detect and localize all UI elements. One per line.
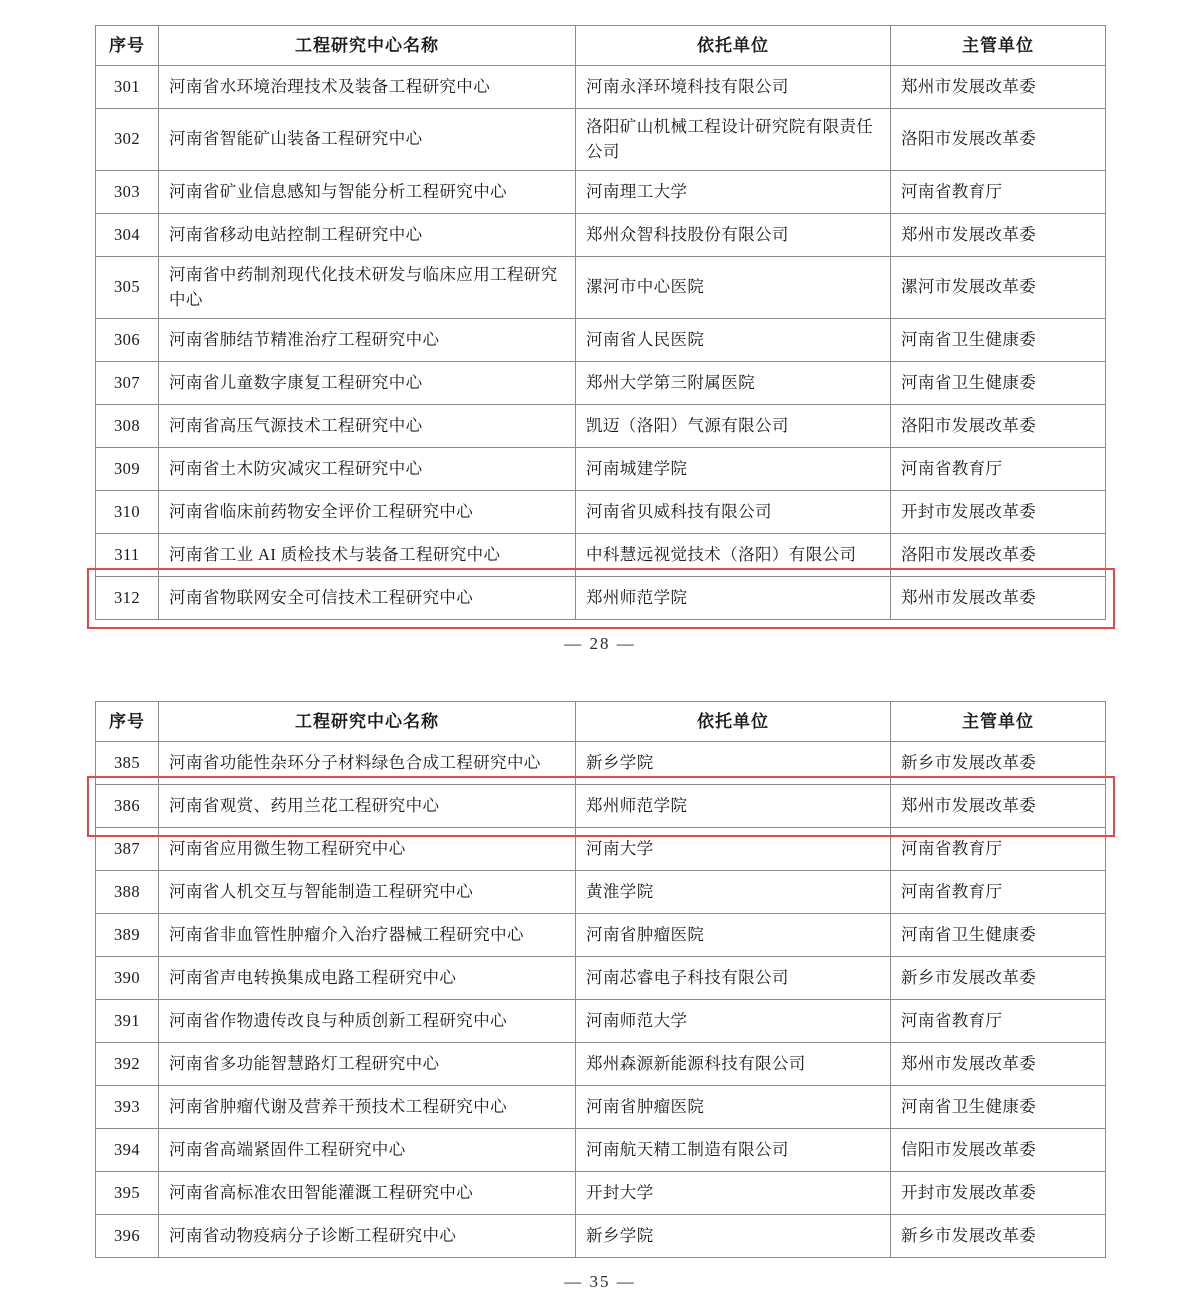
cell-host: 郑州师范学院 xyxy=(576,785,891,828)
cell-name: 河南省临床前药物安全评价工程研究中心 xyxy=(159,491,576,534)
cell-seq: 395 xyxy=(96,1172,159,1215)
column-header-seq: 序号 xyxy=(96,26,159,66)
cell-name: 河南省肿瘤代谢及营养干预技术工程研究中心 xyxy=(159,1086,576,1129)
table-row xyxy=(96,742,1106,785)
cell-dept: 漯河市发展改革委 xyxy=(891,257,1106,319)
cell-host: 郑州大学第三附属医院 xyxy=(576,362,891,405)
table-row xyxy=(96,214,1106,257)
cell-dept: 开封市发展改革委 xyxy=(891,491,1106,534)
table-row xyxy=(96,577,1106,620)
registry-table-2 xyxy=(95,701,1106,1258)
table-row xyxy=(96,448,1106,491)
cell-host: 洛阳矿山机械工程设计研究院有限责任公司 xyxy=(576,109,891,171)
cell-dept: 郑州市发展改革委 xyxy=(891,1043,1106,1086)
cell-host: 凯迈（洛阳）气源有限公司 xyxy=(576,405,891,448)
column-header-host: 依托单位 xyxy=(576,26,891,66)
table-row xyxy=(96,1172,1106,1215)
table-body-2 xyxy=(96,742,1106,1258)
cell-name: 河南省水环境治理技术及装备工程研究中心 xyxy=(159,66,576,109)
cell-name: 河南省移动电站控制工程研究中心 xyxy=(159,214,576,257)
cell-host: 河南省贝威科技有限公司 xyxy=(576,491,891,534)
cell-dept: 洛阳市发展改革委 xyxy=(891,534,1106,577)
cell-seq: 312 xyxy=(96,577,159,620)
cell-seq: 392 xyxy=(96,1043,159,1086)
table-row xyxy=(96,785,1106,828)
cell-dept: 河南省卫生健康委 xyxy=(891,1086,1106,1129)
cell-host: 河南省肿瘤医院 xyxy=(576,1086,891,1129)
cell-dept: 河南省教育厅 xyxy=(891,828,1106,871)
cell-seq: 393 xyxy=(96,1086,159,1129)
cell-seq: 302 xyxy=(96,109,159,171)
cell-name: 河南省土木防灾减灾工程研究中心 xyxy=(159,448,576,491)
table-row xyxy=(96,319,1106,362)
table-row xyxy=(96,828,1106,871)
cell-host: 河南理工大学 xyxy=(576,171,891,214)
cell-dept: 郑州市发展改革委 xyxy=(891,785,1106,828)
cell-host: 郑州师范学院 xyxy=(576,577,891,620)
column-header-name: 工程研究中心名称 xyxy=(159,702,576,742)
cell-host: 河南省肿瘤医院 xyxy=(576,914,891,957)
cell-name: 河南省作物遗传改良与种质创新工程研究中心 xyxy=(159,1000,576,1043)
cell-name: 河南省智能矿山装备工程研究中心 xyxy=(159,109,576,171)
table-row xyxy=(96,257,1106,319)
cell-host: 河南芯睿电子科技有限公司 xyxy=(576,957,891,1000)
table-body-1 xyxy=(96,66,1106,620)
cell-seq: 310 xyxy=(96,491,159,534)
cell-seq: 389 xyxy=(96,914,159,957)
cell-name: 河南省中药制剂现代化技术研发与临床应用工程研究中心 xyxy=(159,257,576,319)
table-row xyxy=(96,405,1106,448)
cell-name: 河南省人机交互与智能制造工程研究中心 xyxy=(159,871,576,914)
table-row xyxy=(96,871,1106,914)
header-row xyxy=(96,702,1106,742)
cell-seq: 305 xyxy=(96,257,159,319)
cell-name: 河南省高压气源技术工程研究中心 xyxy=(159,405,576,448)
header-row xyxy=(96,26,1106,66)
cell-dept: 河南省教育厅 xyxy=(891,448,1106,491)
cell-name: 河南省高端紧固件工程研究中心 xyxy=(159,1129,576,1172)
cell-dept: 洛阳市发展改革委 xyxy=(891,109,1106,171)
cell-dept: 河南省卫生健康委 xyxy=(891,362,1106,405)
cell-seq: 386 xyxy=(96,785,159,828)
cell-host: 河南师范大学 xyxy=(576,1000,891,1043)
cell-seq: 387 xyxy=(96,828,159,871)
cell-seq: 307 xyxy=(96,362,159,405)
cell-dept: 河南省卫生健康委 xyxy=(891,914,1106,957)
cell-seq: 391 xyxy=(96,1000,159,1043)
table-row xyxy=(96,1129,1106,1172)
table-row xyxy=(96,914,1106,957)
cell-host: 郑州森源新能源科技有限公司 xyxy=(576,1043,891,1086)
cell-seq: 388 xyxy=(96,871,159,914)
table-block-page-35 xyxy=(95,701,1105,1258)
cell-seq: 309 xyxy=(96,448,159,491)
cell-name: 河南省矿业信息感知与智能分析工程研究中心 xyxy=(159,171,576,214)
column-header-seq: 序号 xyxy=(96,702,159,742)
cell-name: 河南省肺结节精准治疗工程研究中心 xyxy=(159,319,576,362)
registry-table-1 xyxy=(95,25,1106,620)
cell-host: 新乡学院 xyxy=(576,1215,891,1258)
cell-name: 河南省物联网安全可信技术工程研究中心 xyxy=(159,577,576,620)
cell-seq: 311 xyxy=(96,534,159,577)
cell-host: 漯河市中心医院 xyxy=(576,257,891,319)
table-row xyxy=(96,957,1106,1000)
cell-name: 河南省非血管性肿瘤介入治疗器械工程研究中心 xyxy=(159,914,576,957)
cell-host: 新乡学院 xyxy=(576,742,891,785)
cell-dept: 信阳市发展改革委 xyxy=(891,1129,1106,1172)
cell-name: 河南省功能性杂环分子材料绿色合成工程研究中心 xyxy=(159,742,576,785)
cell-dept: 洛阳市发展改革委 xyxy=(891,405,1106,448)
column-header-dept: 主管单位 xyxy=(891,702,1106,742)
column-header-name: 工程研究中心名称 xyxy=(159,26,576,66)
page-number-28: — 28 — xyxy=(564,634,636,653)
cell-seq: 303 xyxy=(96,171,159,214)
cell-seq: 390 xyxy=(96,957,159,1000)
cell-name: 河南省工业 AI 质检技术与装备工程研究中心 xyxy=(159,534,576,577)
cell-host: 河南城建学院 xyxy=(576,448,891,491)
cell-name: 河南省高标准农田智能灌溉工程研究中心 xyxy=(159,1172,576,1215)
cell-dept: 河南省卫生健康委 xyxy=(891,319,1106,362)
cell-host: 河南大学 xyxy=(576,828,891,871)
column-header-host: 依托单位 xyxy=(576,702,891,742)
cell-seq: 304 xyxy=(96,214,159,257)
column-header-dept: 主管单位 xyxy=(891,26,1106,66)
table-block-page-28 xyxy=(95,25,1105,620)
cell-name: 河南省声电转换集成电路工程研究中心 xyxy=(159,957,576,1000)
cell-host: 黄淮学院 xyxy=(576,871,891,914)
cell-dept: 郑州市发展改革委 xyxy=(891,577,1106,620)
cell-dept: 开封市发展改革委 xyxy=(891,1172,1106,1215)
table-row xyxy=(96,1043,1106,1086)
cell-host: 中科慧远视觉技术（洛阳）有限公司 xyxy=(576,534,891,577)
table-row xyxy=(96,491,1106,534)
cell-name: 河南省儿童数字康复工程研究中心 xyxy=(159,362,576,405)
cell-host: 开封大学 xyxy=(576,1172,891,1215)
table-row xyxy=(96,1215,1106,1258)
table-header-2 xyxy=(96,702,1106,742)
cell-dept: 新乡市发展改革委 xyxy=(891,1215,1106,1258)
cell-dept: 郑州市发展改革委 xyxy=(891,214,1106,257)
table-header-1 xyxy=(96,26,1106,66)
cell-seq: 394 xyxy=(96,1129,159,1172)
cell-dept: 新乡市发展改革委 xyxy=(891,742,1106,785)
cell-host: 河南省人民医院 xyxy=(576,319,891,362)
cell-host: 河南永泽环境科技有限公司 xyxy=(576,66,891,109)
table-row xyxy=(96,1000,1106,1043)
table-row xyxy=(96,1086,1106,1129)
cell-seq: 396 xyxy=(96,1215,159,1258)
table-row xyxy=(96,171,1106,214)
cell-seq: 301 xyxy=(96,66,159,109)
table-row xyxy=(96,362,1106,405)
cell-name: 河南省观赏、药用兰花工程研究中心 xyxy=(159,785,576,828)
table-row xyxy=(96,66,1106,109)
table-row xyxy=(96,109,1106,171)
cell-dept: 新乡市发展改革委 xyxy=(891,957,1106,1000)
cell-host: 郑州众智科技股份有限公司 xyxy=(576,214,891,257)
cell-name: 河南省应用微生物工程研究中心 xyxy=(159,828,576,871)
cell-name: 河南省多功能智慧路灯工程研究中心 xyxy=(159,1043,576,1086)
cell-seq: 385 xyxy=(96,742,159,785)
cell-seq: 306 xyxy=(96,319,159,362)
cell-seq: 308 xyxy=(96,405,159,448)
cell-dept: 郑州市发展改革委 xyxy=(891,66,1106,109)
cell-name: 河南省动物疫病分子诊断工程研究中心 xyxy=(159,1215,576,1258)
cell-dept: 河南省教育厅 xyxy=(891,1000,1106,1043)
page-number-35: — 35 — xyxy=(564,1272,636,1291)
table-row xyxy=(96,534,1106,577)
cell-dept: 河南省教育厅 xyxy=(891,871,1106,914)
cell-dept: 河南省教育厅 xyxy=(891,171,1106,214)
cell-host: 河南航天精工制造有限公司 xyxy=(576,1129,891,1172)
